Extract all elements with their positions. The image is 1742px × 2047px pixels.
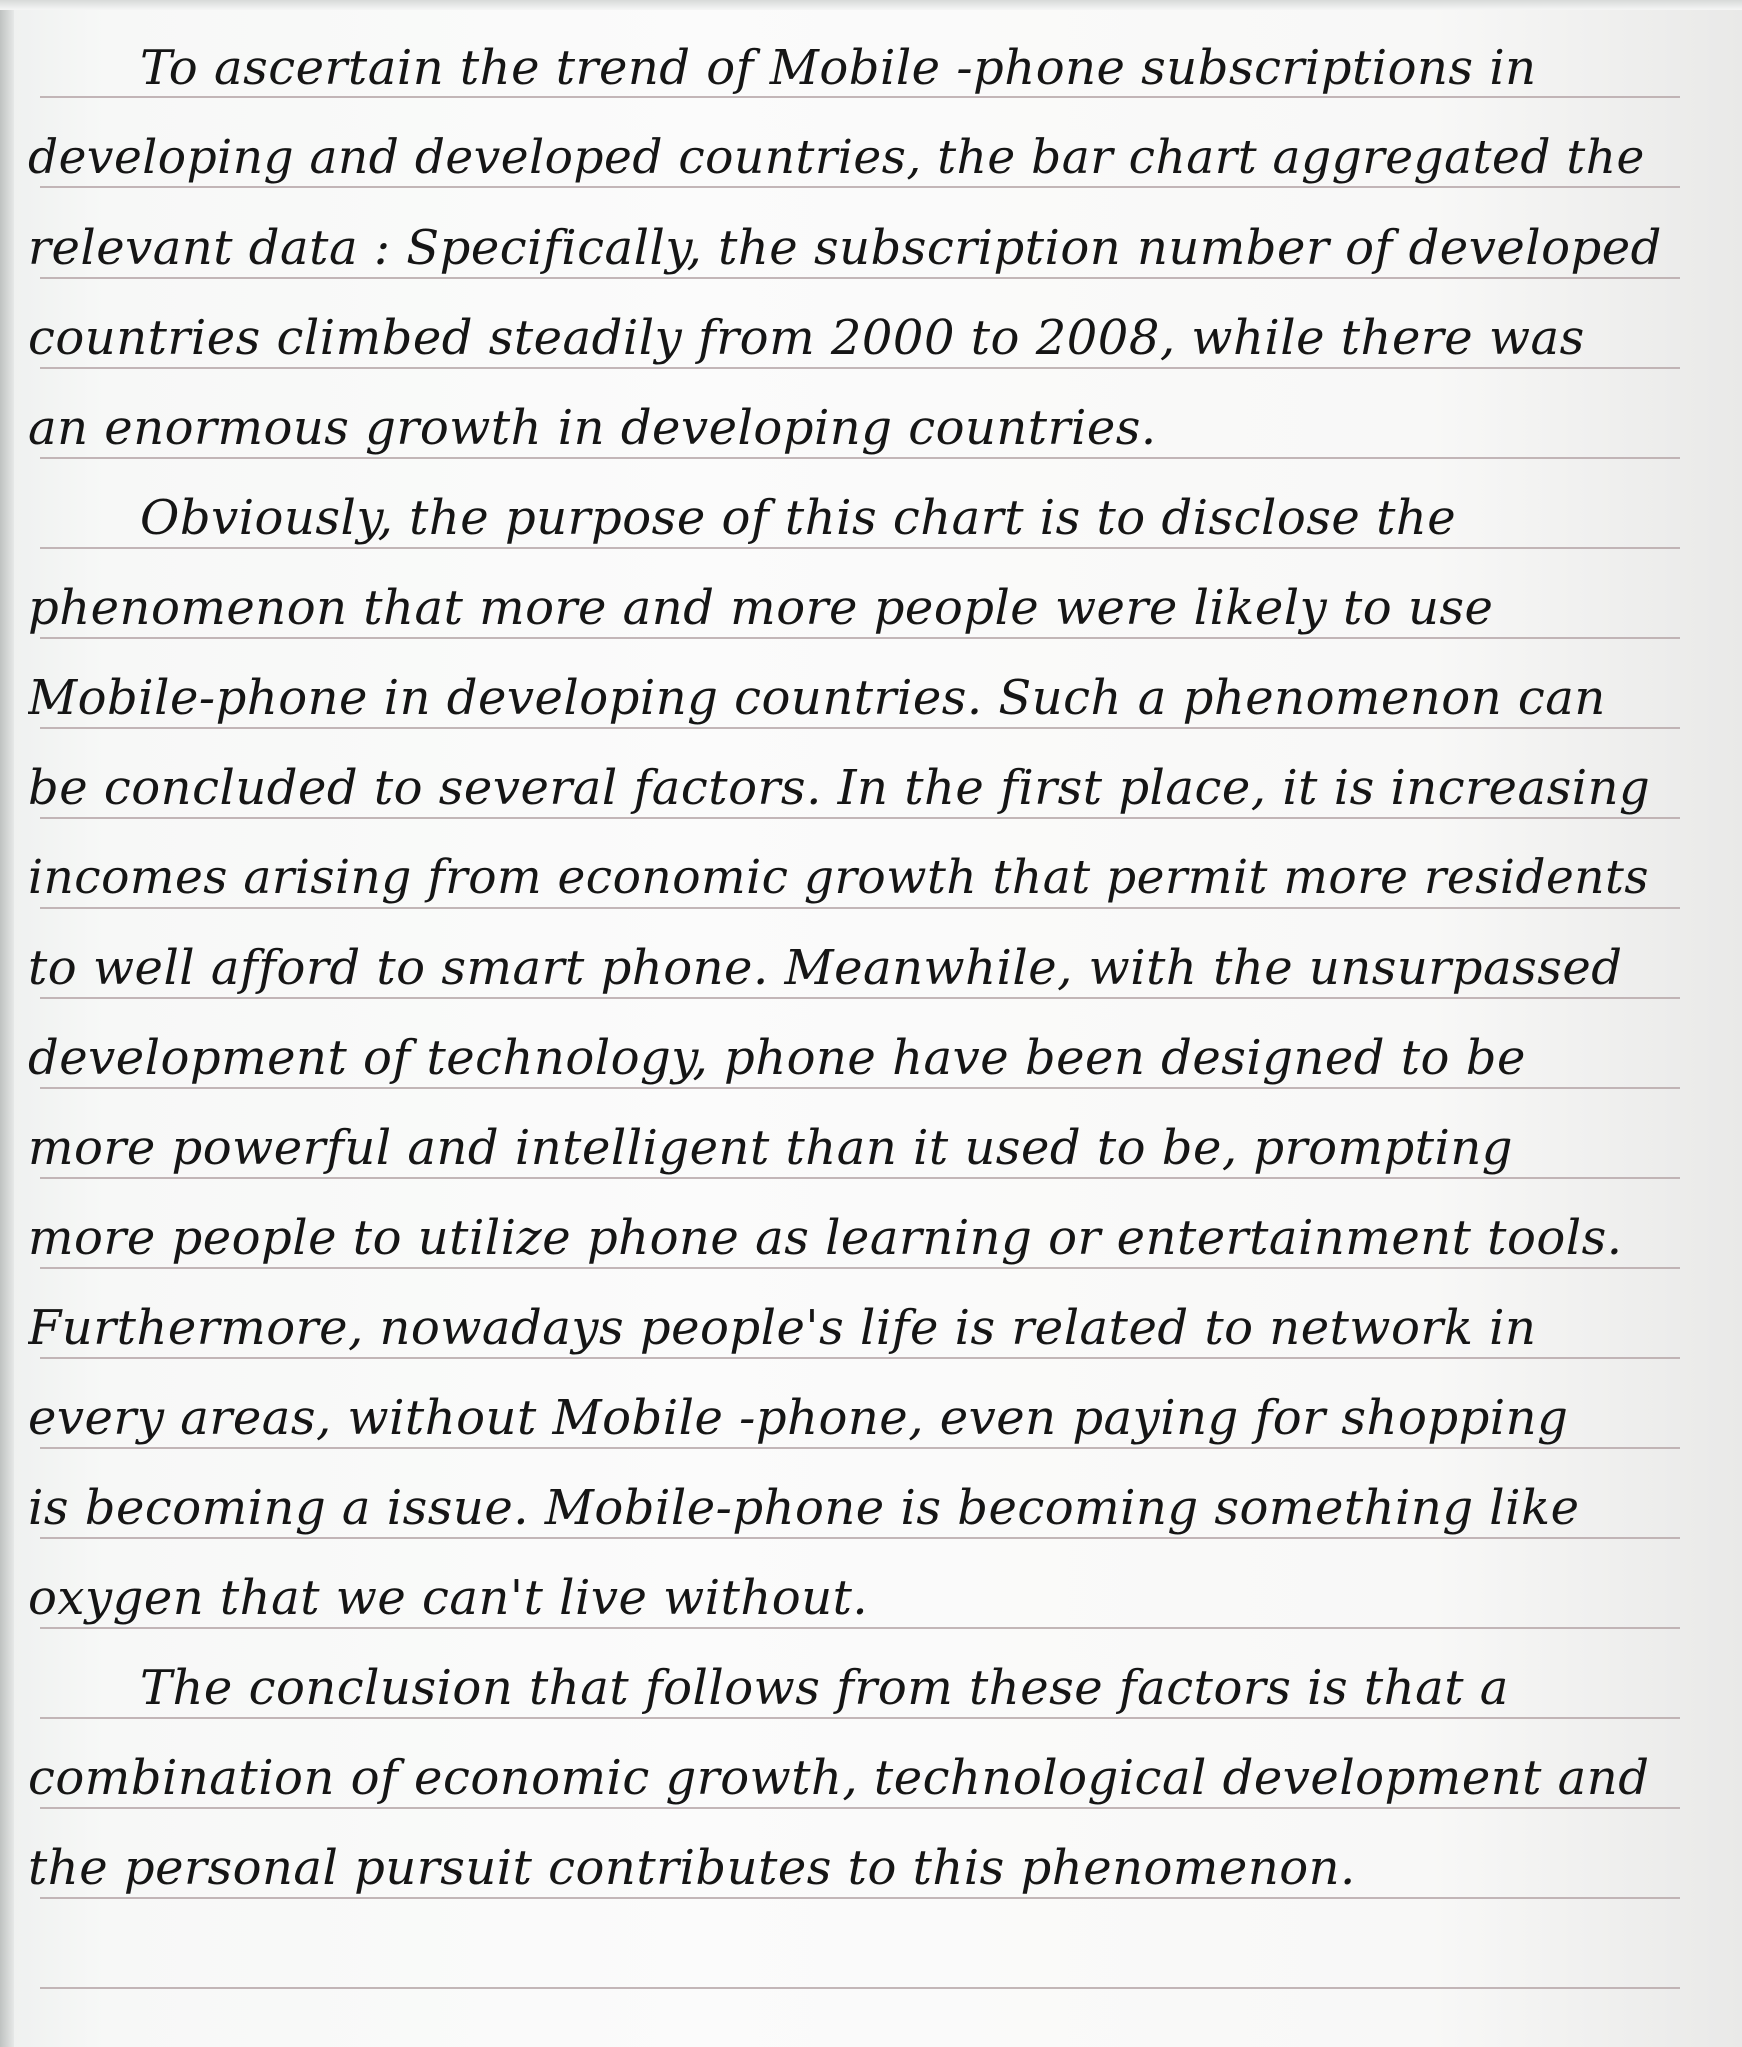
handwritten-line: is becoming a issue. Mobile-phone is becoming something like bbox=[28, 1480, 1580, 1536]
handwritten-line: development of technology, phone have been designed to be bbox=[28, 1030, 1526, 1086]
page-binding-edge bbox=[0, 0, 14, 2047]
handwritten-line: oxygen that we can't live without. bbox=[28, 1570, 869, 1626]
handwritten-line: more powerful and intelligent than it used to be, prompting bbox=[28, 1120, 1514, 1176]
handwritten-line: more people to utilize phone as learning or entertainment tools. bbox=[28, 1210, 1623, 1266]
handwritten-line: The conclusion that follows from these factors is that a bbox=[140, 1660, 1509, 1716]
handwritten-line: incomes arising from economic growth that permit more residents bbox=[28, 850, 1650, 905]
handwritten-line: Mobile-phone in developing countries. Such a phenomenon can bbox=[28, 670, 1606, 726]
handwritten-line: to well afford to smart phone. Meanwhile, with the unsurpassed bbox=[28, 940, 1623, 996]
handwritten-line: be concluded to several factors. In the first place, it is increasing bbox=[28, 760, 1651, 816]
handwritten-line: developing and developed countries, the bar chart aggregated the bbox=[28, 130, 1645, 185]
ruled-line bbox=[40, 1987, 1680, 1989]
handwritten-line: To ascertain the trend of Mobile -phone subscriptions in bbox=[140, 40, 1537, 96]
handwritten-line: Furthermore, nowadays people's life is related to network in bbox=[28, 1300, 1537, 1356]
page-top-edge bbox=[0, 0, 1742, 10]
handwritten-line: combination of economic growth, technological development and bbox=[28, 1750, 1650, 1806]
handwritten-line: phenomenon that more and more people were likely to use bbox=[28, 580, 1494, 636]
handwritten-line: countries climbed steadily from 2000 to 2008, while there was bbox=[28, 310, 1585, 366]
handwritten-line: the personal pursuit contributes to this phenomenon. bbox=[28, 1840, 1356, 1896]
handwritten-line: an enormous growth in developing countries. bbox=[28, 400, 1157, 456]
handwritten-line: relevant data : Specifically, the subscription number of developed bbox=[28, 220, 1662, 276]
handwritten-line: every areas, without Mobile -phone, even paying for shopping bbox=[28, 1390, 1569, 1446]
handwritten-line: Obviously, the purpose of this chart is to disclose the bbox=[140, 490, 1457, 546]
